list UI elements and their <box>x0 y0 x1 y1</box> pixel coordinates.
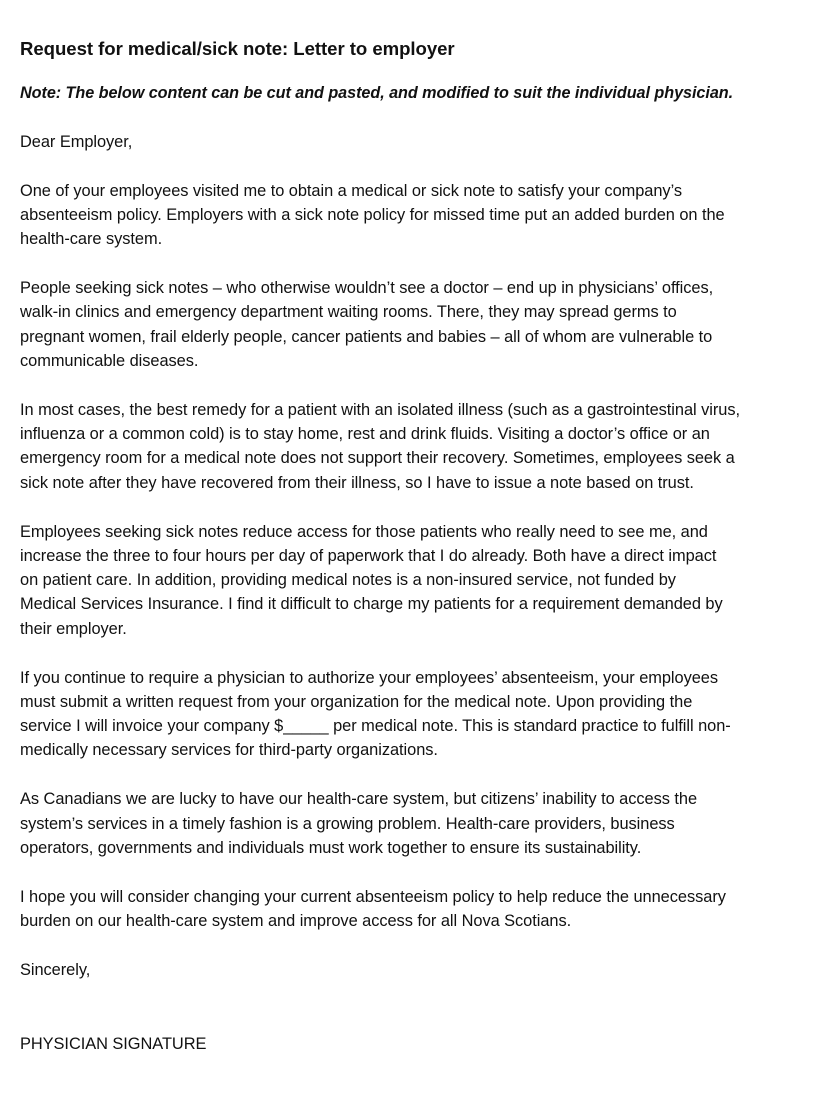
closing: Sincerely, <box>20 960 91 979</box>
paragraph-line: I hope you will consider changing your current absenteeism policy to help reduce the unnecessary <box>20 887 726 906</box>
paragraph-line: sick note after they have recovered from their illness, so I have to issue a note based on trust. <box>20 473 694 492</box>
paragraph-line: communicable diseases. <box>20 352 199 371</box>
paragraph-line: increase the three to four hours per day of paperwork that I do already. Both have a direct impact <box>20 546 717 565</box>
paragraph-line: One of your employees visited me to obtain a medical or sick note to satisfy your company’s <box>20 181 683 200</box>
paragraph-2 <box>20 276 828 373</box>
paragraph-line: If you continue to require a physician to authorize your employees’ absenteeism, your employees <box>20 668 719 687</box>
physician-signature: PHYSICIAN SIGNATURE <box>20 1035 207 1054</box>
paragraph-line: As Canadians we are lucky to have our health-care system, but citizens’ inability to access the <box>20 790 698 809</box>
salutation: Dear Employer, <box>20 133 133 151</box>
paragraph-line: medically necessary services for third-party organizations. <box>20 741 438 760</box>
paragraph-line: People seeking sick notes – who otherwise wouldn’t see a doctor – end up in physicians’ offices, <box>20 279 714 298</box>
paragraph-line: burden on our health-care system and improve access for all Nova Scotians. <box>20 911 572 930</box>
paragraph-6 <box>20 787 828 860</box>
paragraph-1 <box>20 179 828 252</box>
paragraph-line: influenza or a common cold) is to stay home, rest and drink fluids. Visiting a doctor’s office or an <box>20 425 710 444</box>
paragraph-7 <box>20 885 828 934</box>
paragraph-line: their employer. <box>20 619 127 638</box>
paragraph-4 <box>20 520 828 641</box>
paragraph-line: service I will invoice your company $_____ per medical note. This is standard practice to fulfill non- <box>20 717 731 736</box>
paragraph-5 <box>20 666 828 763</box>
paragraph-line: Employees seeking sick notes reduce access for those patients who really need to see me, and <box>20 522 708 541</box>
letter-title: Request for medical/sick note: Letter to employer <box>20 38 455 59</box>
paragraph-line: pregnant women, frail elderly people, cancer patients and babies – all of whom are vulnerable to <box>20 327 713 346</box>
paragraph-line: walk-in clinics and emergency department waiting rooms. There, they may spread germs to <box>20 303 677 322</box>
paragraph-line: absenteeism policy. Employers with a sick note policy for missed time put an added burden on the <box>20 206 725 225</box>
paragraph-line: health-care system. <box>20 230 163 249</box>
paragraph-line: operators, governments and individuals must work together to ensure its sustainability. <box>20 838 642 857</box>
paragraph-line: system’s services in a timely fashion is a growing problem. Health-care providers, business <box>20 814 675 833</box>
paragraph-3 <box>20 398 828 495</box>
paragraph-line: Medical Services Insurance. I find it difficult to charge my patients for a requirement demanded by <box>20 595 723 614</box>
paragraph-line: In most cases, the best remedy for a patient with an isolated illness (such as a gastrointestinal virus, <box>20 400 740 419</box>
paragraph-line: emergency room for a medical note does not support their recovery. Sometimes, employees seek a <box>20 449 735 468</box>
letter-page <box>20 34 828 1056</box>
paragraph-line: must submit a written request from your organization for the medical note. Upon providing the <box>20 692 693 711</box>
instruction-note: Note: The below content can be cut and pasted, and modified to suit the individual physician. <box>20 84 734 102</box>
paragraph-line: on patient care. In addition, providing medical notes is a non-insured service, not funded by <box>20 571 676 590</box>
